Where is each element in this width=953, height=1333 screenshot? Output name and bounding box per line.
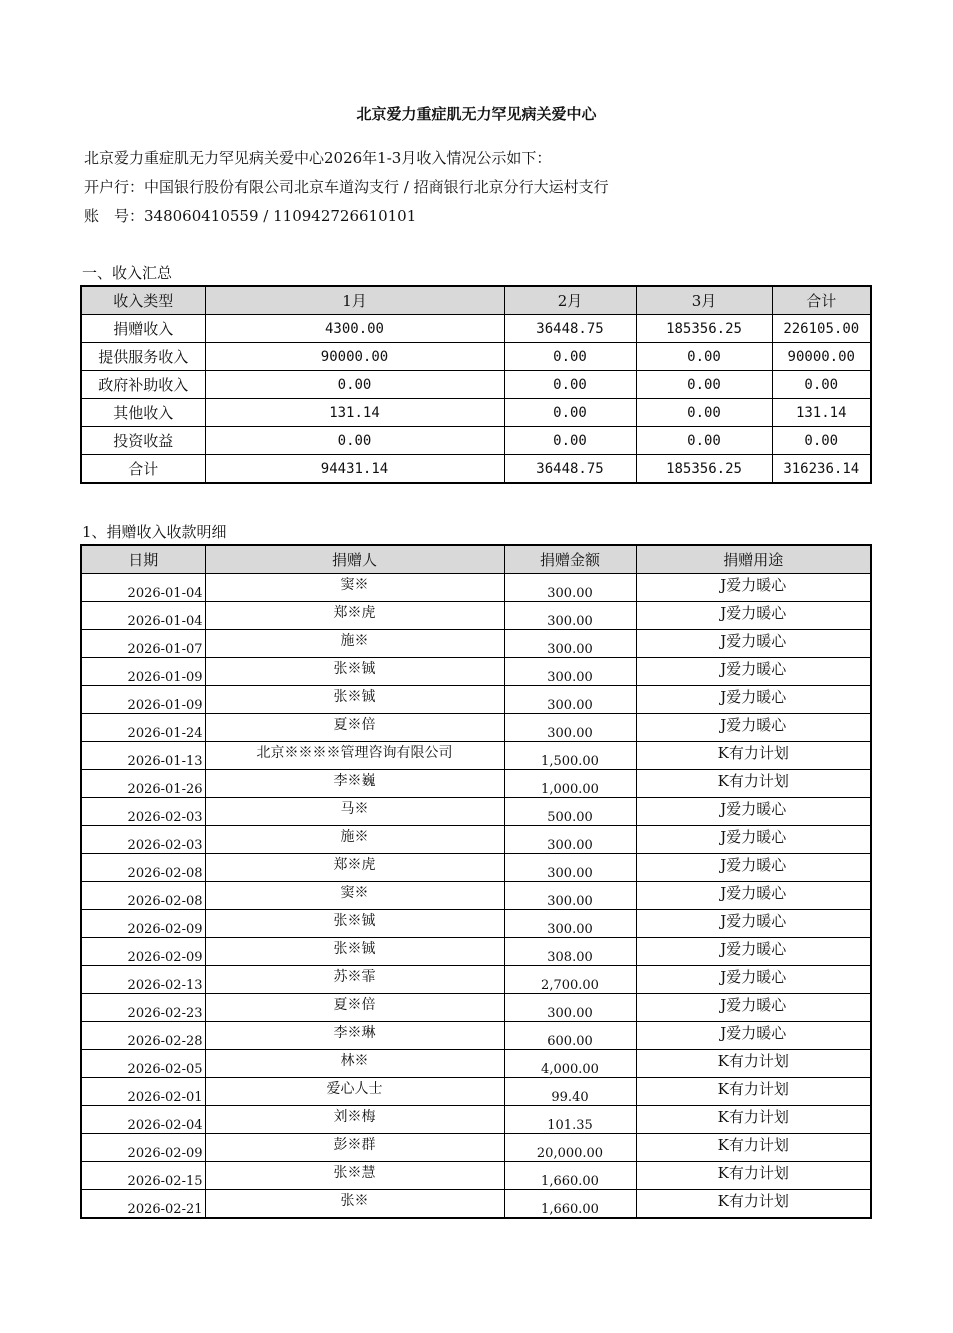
summary-row: [81, 455, 871, 484]
donor-cell: 北京※※※※管理咨询有限公司: [205, 742, 504, 770]
amount-cell: 0.00: [504, 343, 636, 371]
amount-cell: 0.00: [205, 371, 504, 399]
amount-cell: 0.00: [205, 427, 504, 455]
table-row: [81, 882, 871, 910]
income-type-cell: 捐赠收入: [81, 315, 205, 343]
donor-cell: 李※巍: [205, 770, 504, 798]
table-row: [81, 1190, 871, 1219]
donor-cell: 窦※: [205, 882, 504, 910]
donation-purpose-cell: J爱力暖心: [636, 994, 871, 1022]
table-row: [81, 1022, 871, 1050]
donor-cell: 夏※倍: [205, 714, 504, 742]
table-row: [81, 938, 871, 966]
donor-cell: 张※慧: [205, 1162, 504, 1190]
donor-cell: 张※铖: [205, 938, 504, 966]
amount-cell: 0.00: [504, 399, 636, 427]
summary-row: [81, 399, 871, 427]
income-summary-table: [80, 285, 872, 484]
donation-date-cell: 2026-01-04: [81, 602, 205, 630]
donation-amount-cell: 300.00: [504, 714, 636, 742]
amount-cell: 0.00: [772, 427, 871, 455]
donation-amount-cell: 4,000.00: [504, 1050, 636, 1078]
table-row: [81, 1106, 871, 1134]
donor-cell: 刘※梅: [205, 1106, 504, 1134]
donor-cell: 施※: [205, 826, 504, 854]
donation-purpose-cell: K有力计划: [636, 1106, 871, 1134]
donation-amount-cell: 101.35: [504, 1106, 636, 1134]
donation-date-cell: 2026-02-09: [81, 1134, 205, 1162]
donor-cell: 彭※群: [205, 1134, 504, 1162]
amount-cell: 131.14: [205, 399, 504, 427]
donation-date-cell: 2026-01-26: [81, 770, 205, 798]
summary-row: [81, 343, 871, 371]
donation-header-row: [81, 545, 871, 574]
donor-cell: 林※: [205, 1050, 504, 1078]
bank-branch-line: 开户行：中国银行股份有限公司北京车道沟支行 / 招商银行北京分行大运村支行: [84, 178, 609, 196]
donation-date-cell: 2026-01-04: [81, 574, 205, 602]
amount-cell: 90000.00: [772, 343, 871, 371]
donor-cell: 张※铖: [205, 658, 504, 686]
donation-amount-cell: 300.00: [504, 854, 636, 882]
table-row: [81, 966, 871, 994]
donation-amount-cell: 300.00: [504, 686, 636, 714]
table-row: [81, 686, 871, 714]
donation-amount-cell: 300.00: [504, 602, 636, 630]
donation-purpose-cell: K有力计划: [636, 1190, 871, 1219]
donation-amount-cell: 300.00: [504, 882, 636, 910]
summary-header-cell: 1月: [205, 286, 504, 315]
intro-statement: 北京爱力重症肌无力罕见病关爱中心2026年1-3月收入情况公示如下：: [84, 149, 552, 167]
income-type-cell: 其他收入: [81, 399, 205, 427]
donation-amount-cell: 1,000.00: [504, 770, 636, 798]
summary-header-cell: 收入类型: [81, 286, 205, 315]
donation-date-cell: 2026-01-09: [81, 686, 205, 714]
amount-cell: 0.00: [636, 371, 772, 399]
donation-amount-cell: 1,660.00: [504, 1162, 636, 1190]
donation-purpose-cell: J爱力暖心: [636, 910, 871, 938]
donation-date-cell: 2026-02-09: [81, 938, 205, 966]
amount-cell: 36448.75: [504, 455, 636, 484]
summary-row: [81, 371, 871, 399]
donation-amount-cell: 1,500.00: [504, 742, 636, 770]
table-row: [81, 658, 871, 686]
amount-cell: 0.00: [772, 371, 871, 399]
donation-amount-cell: 2,700.00: [504, 966, 636, 994]
donation-purpose-cell: K有力计划: [636, 1162, 871, 1190]
donation-date-cell: 2026-02-08: [81, 854, 205, 882]
donation-date-cell: 2026-02-08: [81, 882, 205, 910]
donation-purpose-cell: J爱力暖心: [636, 798, 871, 826]
table-row: [81, 826, 871, 854]
donor-cell: 张※铖: [205, 686, 504, 714]
donation-purpose-cell: J爱力暖心: [636, 658, 871, 686]
amount-cell: 226105.00: [772, 315, 871, 343]
amount-cell: 131.14: [772, 399, 871, 427]
summary-header-cell: 合计: [772, 286, 871, 315]
donation-amount-cell: 308.00: [504, 938, 636, 966]
amount-cell: 0.00: [504, 427, 636, 455]
amount-cell: 4300.00: [205, 315, 504, 343]
amount-cell: 0.00: [636, 399, 772, 427]
income-type-cell: 投资收益: [81, 427, 205, 455]
amount-cell: 0.00: [636, 343, 772, 371]
account-number-line: 账 号：348060410559 / 110942726610101: [84, 207, 417, 225]
donation-date-cell: 2026-02-01: [81, 1078, 205, 1106]
table-row: [81, 1162, 871, 1190]
amount-cell: 0.00: [504, 371, 636, 399]
amount-cell: 90000.00: [205, 343, 504, 371]
income-type-cell: 合计: [81, 455, 205, 484]
summary-heading: 一、收入汇总: [82, 264, 173, 282]
donation-date-cell: 2026-01-09: [81, 658, 205, 686]
donation-purpose-cell: J爱力暖心: [636, 630, 871, 658]
summary-row: [81, 315, 871, 343]
donation-date-cell: 2026-02-21: [81, 1190, 205, 1219]
donor-cell: 张※铖: [205, 910, 504, 938]
table-row: [81, 770, 871, 798]
donation-amount-cell: 300.00: [504, 630, 636, 658]
donation-amount-cell: 300.00: [504, 826, 636, 854]
donor-cell: 窦※: [205, 574, 504, 602]
donor-cell: 郑※虎: [205, 854, 504, 882]
amount-cell: 0.00: [636, 427, 772, 455]
donation-amount-cell: 300.00: [504, 910, 636, 938]
donation-purpose-cell: K有力计划: [636, 1134, 871, 1162]
donation-purpose-cell: K有力计划: [636, 1078, 871, 1106]
donation-date-cell: 2026-02-28: [81, 1022, 205, 1050]
table-row: [81, 1134, 871, 1162]
donor-cell: 夏※倍: [205, 994, 504, 1022]
donation-amount-cell: 20,000.00: [504, 1134, 636, 1162]
table-row: [81, 994, 871, 1022]
table-row: [81, 714, 871, 742]
donation-purpose-cell: J爱力暖心: [636, 714, 871, 742]
donation-amount-cell: 1,660.00: [504, 1190, 636, 1219]
donation-date-cell: 2026-02-15: [81, 1162, 205, 1190]
donor-cell: 施※: [205, 630, 504, 658]
donation-detail-heading: 1、捐赠收入收款明细: [82, 523, 227, 541]
table-row: [81, 854, 871, 882]
donor-cell: 苏※霏: [205, 966, 504, 994]
donation-purpose-cell: J爱力暖心: [636, 966, 871, 994]
donation-date-cell: 2026-01-24: [81, 714, 205, 742]
donation-purpose-cell: K有力计划: [636, 1050, 871, 1078]
donation-header-cell: 捐赠用途: [636, 545, 871, 574]
donation-amount-cell: 500.00: [504, 798, 636, 826]
donation-header-cell: 捐赠人: [205, 545, 504, 574]
table-row: [81, 798, 871, 826]
donation-purpose-cell: J爱力暖心: [636, 574, 871, 602]
donation-purpose-cell: K有力计划: [636, 770, 871, 798]
donation-purpose-cell: J爱力暖心: [636, 686, 871, 714]
donation-date-cell: 2026-02-04: [81, 1106, 205, 1134]
amount-cell: 36448.75: [504, 315, 636, 343]
donation-amount-cell: 600.00: [504, 1022, 636, 1050]
donation-purpose-cell: J爱力暖心: [636, 602, 871, 630]
table-row: [81, 910, 871, 938]
summary-row: [81, 427, 871, 455]
donation-header-cell: 日期: [81, 545, 205, 574]
donation-purpose-cell: J爱力暖心: [636, 826, 871, 854]
donation-date-cell: 2026-01-13: [81, 742, 205, 770]
donor-cell: 郑※虎: [205, 602, 504, 630]
donor-cell: 马※: [205, 798, 504, 826]
donation-detail-table: [80, 544, 872, 1219]
amount-cell: 316236.14: [772, 455, 871, 484]
table-row: [81, 630, 871, 658]
table-row: [81, 1050, 871, 1078]
donation-header-cell: 捐赠金额: [504, 545, 636, 574]
donation-date-cell: 2026-02-13: [81, 966, 205, 994]
table-row: [81, 742, 871, 770]
summary-header-row: [81, 286, 871, 315]
donation-amount-cell: 300.00: [504, 658, 636, 686]
donation-purpose-cell: J爱力暖心: [636, 882, 871, 910]
summary-header-cell: 3月: [636, 286, 772, 315]
donation-date-cell: 2026-02-05: [81, 1050, 205, 1078]
donation-date-cell: 2026-02-23: [81, 994, 205, 1022]
income-type-cell: 提供服务收入: [81, 343, 205, 371]
donation-amount-cell: 300.00: [504, 574, 636, 602]
document-title: 北京爱力重症肌无力罕见病关爱中心: [356, 105, 597, 123]
summary-header-cell: 2月: [504, 286, 636, 315]
donation-amount-cell: 99.40: [504, 1078, 636, 1106]
donation-date-cell: 2026-02-03: [81, 826, 205, 854]
amount-cell: 94431.14: [205, 455, 504, 484]
donor-cell: 爱心人士: [205, 1078, 504, 1106]
amount-cell: 185356.25: [636, 455, 772, 484]
table-row: [81, 574, 871, 602]
donation-purpose-cell: J爱力暖心: [636, 1022, 871, 1050]
donation-date-cell: 2026-02-03: [81, 798, 205, 826]
income-type-cell: 政府补助收入: [81, 371, 205, 399]
donation-purpose-cell: K有力计划: [636, 742, 871, 770]
donation-purpose-cell: J爱力暖心: [636, 854, 871, 882]
table-row: [81, 602, 871, 630]
donation-date-cell: 2026-02-09: [81, 910, 205, 938]
donation-date-cell: 2026-01-07: [81, 630, 205, 658]
donation-purpose-cell: J爱力暖心: [636, 938, 871, 966]
donor-cell: 张※: [205, 1190, 504, 1219]
donation-amount-cell: 300.00: [504, 994, 636, 1022]
donor-cell: 李※琳: [205, 1022, 504, 1050]
table-row: [81, 1078, 871, 1106]
amount-cell: 185356.25: [636, 315, 772, 343]
